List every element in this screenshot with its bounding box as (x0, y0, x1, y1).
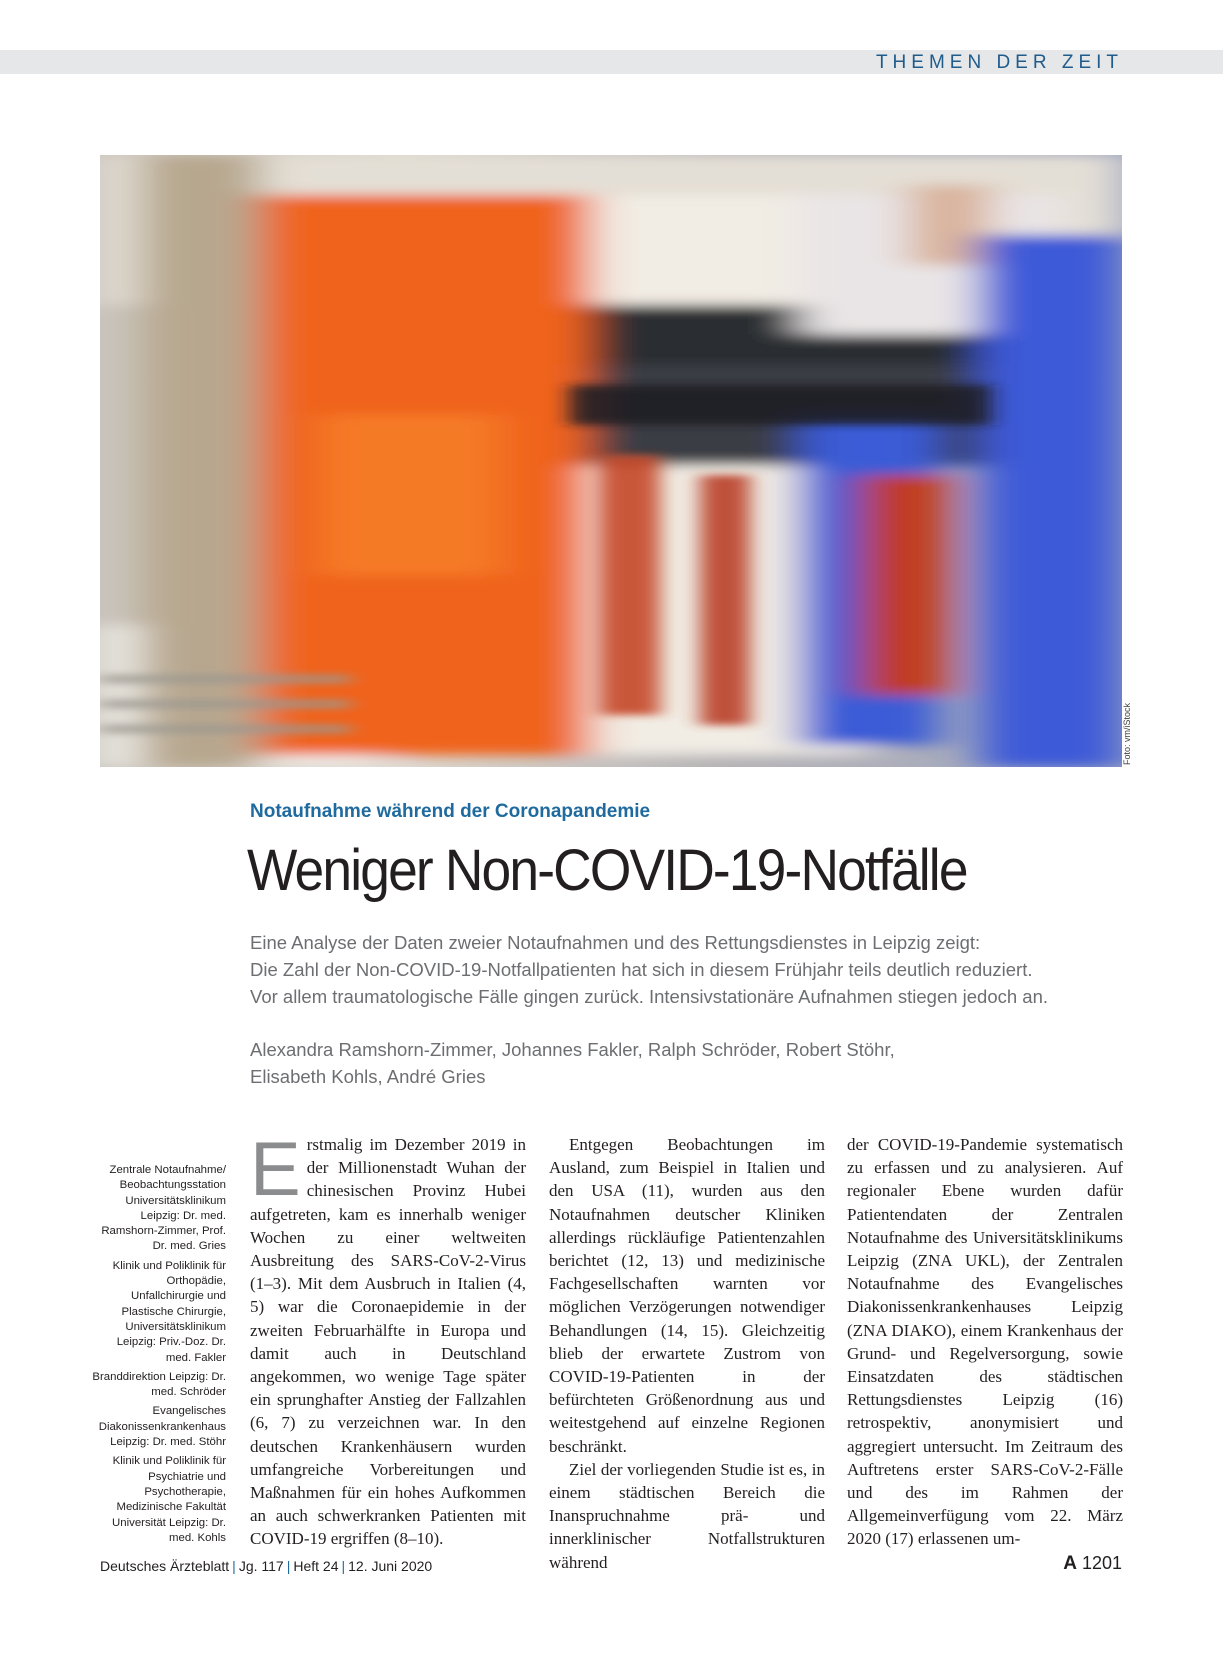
body-column-2 (549, 1133, 825, 1574)
header-photo (100, 155, 1122, 767)
issue: Heft 24 (293, 1558, 339, 1574)
affiliation: Branddirektion Leipzig: Dr. med. Schröder (92, 1370, 226, 1399)
body-column-1 (250, 1127, 526, 1551)
drop-cap: E (250, 1127, 301, 1212)
article-title: Weniger Non-COVID-19-Notfälle (247, 838, 967, 903)
issue-date: 12. Juni 2020 (348, 1558, 433, 1574)
lead-line: Vor allem traumatologische Fälle gingen zurück. Intensivstationäre Aufnahmen stiegen jedoch an. (250, 986, 1049, 1007)
body-paragraph: Entgegen Beobachtungen im Ausland, zum Beispiel in Italien und den USA (11), wurden aus den Notaufnahmen deutscher Kliniken allerdings rückläufige Patientenzahlen berichtet (12, 13) und medizinische Fachgesellschaften warnten vor möglichen Verzögerungen notwendiger Behandlungen (14, 15). Gleichzeitig blieb der erwartete Zustrom von COVID-19-Patienten in der befürchteten Größenordnung aus und weitestgehend auf einzelne Regionen beschränkt. (549, 1135, 825, 1456)
footer-separator: | (232, 1558, 236, 1574)
article-lead (250, 929, 1130, 1010)
affiliation: Klinik und Poliklinik für Orthopädie, Unfallchirurgie und Plastische Chirurgie, Universitätsklinikum Leipzig: Priv.-Doz. Dr. med. Fakler (112, 1259, 226, 1364)
authors-line: Elisabeth Kohls, André Gries (250, 1066, 486, 1087)
page-number (1063, 1553, 1122, 1575)
body-column-3 (847, 1133, 1123, 1551)
page-prefix: A (1063, 1553, 1077, 1574)
authors-line: Alexandra Ramshorn-Zimmer, Johannes Fakler, Ralph Schröder, Robert Stöhr, (250, 1039, 895, 1060)
body-paragraph: Ziel der vorliegenden Studie ist es, in einem städtischen Bereich die Inanspruchnahme prä- und innerklinischer Notfallstrukturen während (549, 1459, 825, 1572)
affiliation: Evangelisches Diakonissenkrankenhaus Leipzig: Dr. med. Stöhr (98, 1405, 226, 1449)
affiliation: Klinik und Poliklinik für Psychiatrie und Psychotherapie, Medizinische Fakultät Universität Leipzig: Dr. med. Kohls (112, 1455, 226, 1544)
body-paragraph: der COVID-19-Pandemie systematisch zu erfassen und zu analysieren. Auf regionaler Ebene wurden dafür Patientendaten der Zentralen Notaufnahme des Universitätsklinikums Leipzig (ZNA UKL), der Zentralen Notaufnahme des Evangelisches Diakonissenkrankenhauses Leipzig (ZNA DIAKO), einem Krankenhaus der Grund- und Regelversorgung, sowie Einsatzdaten des städtischen Rettungsdienstes Leipzig (16) retrospektiv, anonymisiert und aggregiert untersucht. Im Zeitraum des Auftretens erster SARS-CoV-2-Fälle und des im Rahmen der Allgemeinverfügung vom 22. März 2020 (17) erlassenen um- (847, 1135, 1123, 1549)
footer-separator: | (286, 1558, 291, 1574)
footer-separator: | (341, 1558, 346, 1574)
lead-line: Eine Analyse der Daten zweier Notaufnahmen und des Rettungsdienstes in Leipzig zeigt: (250, 932, 981, 953)
page-number-value: 1201 (1081, 1553, 1122, 1573)
footer-citation (100, 1558, 432, 1574)
photo-credit: Foto: vm/iStock (1122, 702, 1132, 765)
lead-line: Die Zahl der Non-COVID-19-Notfallpatienten hat sich in diesem Frühjahr teils deutlich reduziert. (250, 959, 1033, 980)
volume: Jg. 117 (238, 1558, 284, 1574)
article-authors (250, 1036, 1130, 1090)
article-kicker: Notaufnahme während der Coronapandemie (250, 801, 651, 822)
journal-name: Deutsches Ärzteblatt (100, 1558, 230, 1574)
affiliation: Zentrale Notaufnahme/ Beobachtungsstation Universitätsklinikum Leipzig: Dr. med. Ramshorn-Zimmer, Prof. Dr. med. Gries (101, 1164, 226, 1253)
section-label: THEMEN DER ZEIT (875, 52, 1123, 73)
body-paragraph: rstmalig im Dezember 2019 in der Millionenstadt Wuhan der chinesischen Provinz Hubei aufgetreten, kam es innerhalb weniger Wochen zu einer weltweiten Ausbreitung des SARS-CoV-2-Virus (1–3). Mit dem Ausbruch in Italien (4, 5) war die Coronaepidemie in der zweiten Februarhälfte in Europa und damit auch in Deutschland angekommen, wo wenige Tage später ein sprunghafter Anstieg der Fallzahlen (6, 7) zu verzeichnen war. In den deutschen Krankenhäusern wurden umfangreiche Vorbereitungen und Maßnahmen für ein hohes Aufkommen an auch schwerkranken Patienten mit COVID-19 ergriffen (8–10). (250, 1135, 526, 1549)
author-affiliations (92, 1163, 226, 1550)
